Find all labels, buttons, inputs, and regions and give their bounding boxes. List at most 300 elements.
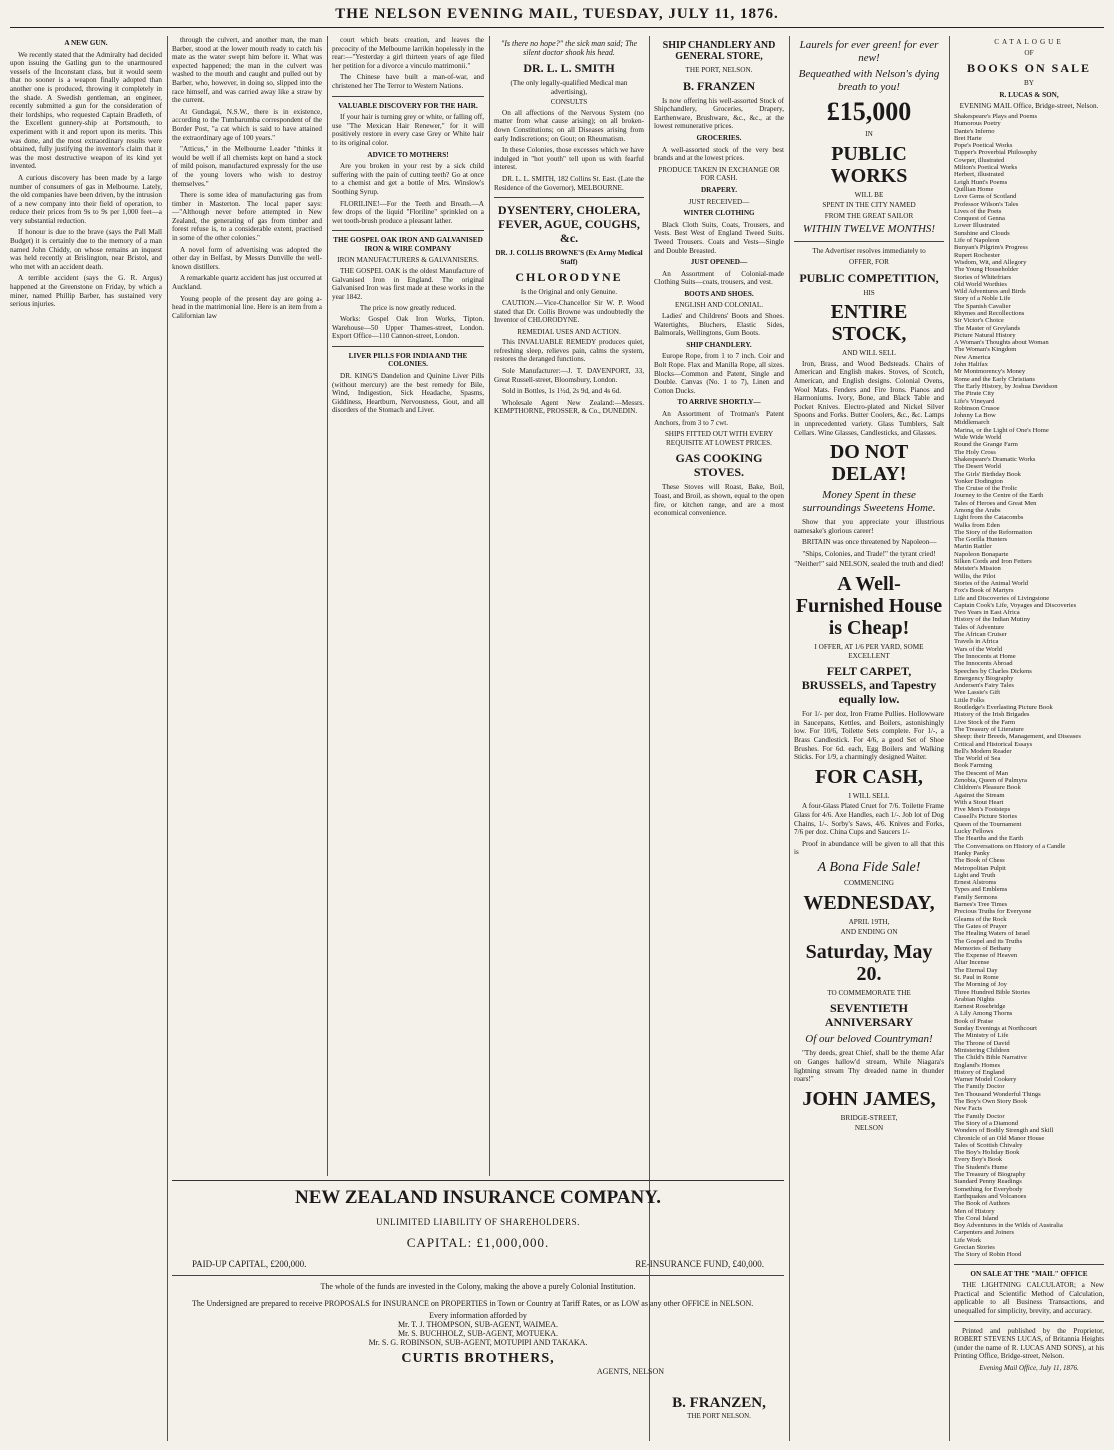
ad-text: I OFFER, AT 1/6 PER YARD, SOME EXCELLENT [814,643,924,660]
ad-heading: JOHN JAMES, [802,1087,936,1110]
book-title: Something for Everybody [954,1185,1023,1193]
ad-heading: FOR CASH, [815,765,923,788]
book-title: The Innocents Abroad [954,660,1013,668]
ad-text: BY [1024,79,1034,88]
book-title: Men of History [954,1207,995,1215]
divider [494,197,644,198]
ad-heading: CHLORODYNE [515,270,623,285]
divider [954,1321,1104,1322]
book-title: The Treasury of Biography [954,1171,1026,1179]
ad-text: NELSON [854,1124,884,1133]
divider [954,1264,1104,1265]
ad-text: Ladies' and Childrens' Boots and Shoes. Watertights, Bluchers, Elastic Sides, Balmorals, Wellingtons, Gum Boots. [654,312,784,338]
book-title: Against the Stream [954,791,1005,799]
divider [332,346,484,347]
ad-heading: GAS COOKING STOVES. [675,451,763,480]
book-title: Robinson Crusoe [954,404,1000,412]
ad-text: Sole Manufacturer:—J. T. DAVENPORT, 33, Great Russell-street, Bloomsbury, London. [494,367,644,384]
insurance-capital: CAPITAL: £1,000,000. [406,1235,550,1250]
book-title: Rupert Rochester [954,251,1000,259]
book-title: Lower Illustrated [954,222,1000,230]
article-paragraph: A remarkable quartz accident has just occurred at Auckland. [172,274,322,292]
book-title: The Boy's Holiday Book [954,1149,1020,1157]
column-rule [167,36,168,1441]
ad-heading: B. FRANZEN [682,78,755,93]
ad-text: BRITAIN was once threatened by Napoleon— [802,538,937,547]
book-title: The Hearths and the Earth [954,835,1024,843]
divider [794,241,944,242]
book-title: The African Cruiser [954,631,1007,639]
book-title: Light and Truth [954,871,996,879]
book-title: The Early History, by Joshua Davidson [954,382,1058,390]
ad-heading: DYSENTERY, CHOLERA, FEVER, AGUE, COUGHS, &c. [497,203,641,246]
book-title: Silken Cords and Iron Fetters [954,558,1032,566]
ad-heading: PUBLIC COMPETITION, [799,270,939,285]
ad-subheading: JUST RECEIVED— [688,197,750,206]
ad-text: Of our beloved Countryman! [805,1033,933,1046]
book-title: The Desert World [954,463,1001,471]
book-title: Wee Lassie's Gift [954,689,1001,697]
article-paragraph: At Gundagai, N.S.W., there is in existence, according to the Tumbarumba correspondent of the Border Post, "a cat which is said to have attained the extraordinary age of 100 years." [172,107,322,142]
column-5 [654,36,784,1176]
book-title: Tupper's Proverbial Philosophy [954,149,1038,157]
ad-subheading: Is the Original and only Genuine. [520,288,618,297]
ad-text: On all affections of the Nervous System (no matter from what cause arising); on all broken-down Constitutions; on all Diseases arising from early Indiscretions; on Gout; on Rheumatism. [494,108,644,143]
book-title: The Healing Waters of Israel [954,930,1030,938]
ad-text: If your hair is turning grey or white, or falling off, use "The Mexican Hair Renewer," for it will positively restore in every case Grey or White hair to its original color. [332,113,484,147]
book-title: Fox's Book of Martyrs [954,587,1014,595]
book-title: Boy Adventures in the Wilds of Australia [954,1222,1063,1230]
ad-heading: GROCERIES. [696,133,742,142]
book-title: Arabian Nights [954,995,995,1003]
column-7 [954,36,1104,1441]
book-title: With a Stout Heart [954,798,1004,806]
book-title: Leigh Hunt's Poems [954,178,1008,186]
book-title: Critical and Historical Essays [954,740,1033,748]
book-title: Humorous Poetry [954,120,1001,128]
article-title: A NEW GUN. [64,39,108,47]
ad-text: DR. KING'S Dandelion and Quinine Liver Pills (without mercury) are the best remedy for Bile, Wind, Indigestion, Sick Headache, Spasms, Giddiness, Heartburn, Nervousness, Gout, and all disorders of the Stomach and Liver. [332,372,484,415]
article-paragraph: A terrible accident (says the G. R. Argus) happened at the Greenstone on Friday, by which a miner, named Phillip Barber, has sustained very serious injuries. [10,274,162,309]
insurance-info: Every information afforded by [429,1311,527,1320]
book-title: The Book of Chess [954,857,1005,865]
poem-line: Bequeathed with Nelson's dying breath to you! [798,68,940,93]
book-title: Meister's Mission [954,565,1001,573]
ad-heading: A Bona Fide Sale! [817,859,921,875]
book-title: Family Sermons [954,893,998,901]
ad-heading: SEVENTIETH ANNIVERSARY [824,1001,914,1030]
book-title: The Cruise of the Frolic [954,485,1018,493]
ad-text: SPENT IN THE CITY NAMED [822,201,916,210]
ad-heading: ENTIRE STOCK, [830,301,908,346]
book-title: The Innocents at Home [954,652,1016,660]
book-title: The Gospel and its Truths [954,937,1023,945]
book-title: Professor Wilson's Tales [954,200,1019,208]
ad-heading: VALUABLE DISCOVERY FOR THE HAIR. [338,101,478,110]
ad-text: The price is now greatly reduced. [359,304,457,313]
column-rule [327,36,328,1176]
book-title: Every Boy's Book [954,1156,1003,1164]
reinsurance-fund: RE-INSURANCE FUND, £40,000. [635,1259,764,1269]
book-title: Andersen's Fairy Tales [954,682,1014,690]
book-title: The Throne of David [954,1039,1010,1047]
book-title: The Descent of Man [954,769,1009,777]
ad-text: Works: Gospel Oak Iron Works, Tipton. Warehouse—50 Upper Thames-street, London. Export Office—110 Cannon-street, London. [332,315,484,341]
book-title: The Ministry of Life [954,1032,1009,1040]
book-title: Marina, or the Light of One's Home [954,426,1049,434]
article-paragraph: A novel form of advertising was adopted the other day in Belfast, by Messrs Dunville the well-known distillers. [172,245,322,271]
ad-heading: DR. L. L. SMITH [523,61,615,75]
ad-heading: R. LUCAS & SON, [999,90,1059,99]
ad-subheading: ENGLISH AND COLONIAL. [674,301,764,310]
ad-text: Black Cloth Suits, Coats, Trousers, and Vests. Best West of England Tweed Suits. Tweed Trousers. Coats and Vests—Single and Double Breasted. [654,220,784,255]
ad-text: These Stoves will Roast, Bake, Boil, Toast, and Broil, as shown, equal to the open fire, or kitchen range, and are a most economical convenience. [654,483,784,518]
book-title: St. Paul in Rome [954,974,999,981]
ad-text: Proof in abundance will be given to all that this is [794,839,944,857]
book-title: Shakespeare's Plays and Poems [954,112,1038,120]
book-title: Herbert, illustrated [954,171,1004,179]
ad-text: Iron, Brass, and Wood Bedsteads. Chairs of American and English makes. Stoves, of Scotch, American, and English designs. Colonial Ovens, Wool Mats. Fenders and Fire Irons. Pianos and Harmoniums. Ivory, Bone, and Black Table and Pocket Knives. Electro-plated and Nickel Silver Spoons and Forks. Butter Coolers, &c., &c. Lamps in unprecedented variety. Glass Tumblers, Salt Cellars. Wine Glasses, Candlesticks, and Glasses. [794,359,944,437]
ad-text: HIS [863,288,875,297]
ad-heading: Saturday, May 20. [805,940,933,985]
ad-text: FLORILINE!—For the Teeth and Breath.—A few drops of the liquid "Floriline" sprinkled on a wet tooth-brush produce a pleasant lather. [332,199,484,225]
ad-text: COMMENCING [844,878,894,887]
article-paragraph: court which beats creation, and leaves the precocity of the Melbourne larrikin hopelessly in the rear:—"Yesterday a girl thirteen years of age filed her petition for a divorce a vinculo matrimonii." [332,36,484,70]
book-title: Rome and the Early Christians [954,375,1035,383]
book-title: Light from the Catacombs [954,514,1024,522]
book-title: Little Folks [954,696,985,704]
ad-text: "Neither!" said NELSON, sealed the truth and died! [794,560,944,569]
insurance-note: The whole of the funds are invested in the Colony, making the above a purely Colonial Institution. [320,1282,636,1291]
ad-heading: PUBLIC WORKS [830,142,908,187]
book-title: Wisdom, Wit, and Allegory [954,258,1027,266]
ad-text: AND ENDING ON [840,928,898,937]
book-title: Tales of Scottish Chivalry [954,1141,1023,1149]
article-paragraph: "Atticus," in the Melbourne Leader "thinks it would be well if all chemists kept on hand a stock of mild poison, manufactured expressly for the use of the young lovers who wish to destroy themselves." [172,145,322,188]
book-title: Warner Model Cookery [954,1076,1017,1084]
book-title: The Book of Authors [954,1200,1010,1208]
ad-text: APRIL 19TH, [848,917,890,926]
book-title: The Family Doctor [954,1083,1005,1091]
poem-line: Laurels for ever green! for ever new! [799,39,939,64]
ad-text: Sold in Bottles, 1s 1½d, 2s 9d, and 4s 6d. [502,387,622,396]
masthead: THE NELSON EVENING MAIL, TUESDAY, JULY 11, 1876. [10,6,1104,28]
book-title: Life Work [954,1236,981,1244]
book-title: Bret Harte [954,134,982,142]
book-title: Travels in Africa [954,638,999,646]
book-title: Yonker Dodington [954,477,1003,485]
divider [332,96,484,97]
book-title: Standard Penny Readings [954,1178,1022,1186]
ad-text: Is now offering his well-assorted Stock of Shipchandlery, Groceries, Drapery, Earthenware, Brushware, &c., &c., at the lowest remunerative prices. [654,96,784,131]
ad-text: OF [1024,48,1034,57]
book-title: Cowper, illustrated [954,156,1005,164]
book-title: The Holy Cross [954,448,996,456]
book-title: Pope's Poetical Works [954,142,1013,150]
ad-text: I WILL SELL [848,791,890,800]
ad-heading: THE GOSPEL OAK IRON AND GALVANISED IRON & WIRE COMPANY [333,236,483,253]
book-title: Earnest Rosebridge [954,1003,1006,1011]
sub-agent: Mr. S. BUCHHOLZ, SUB-AGENT, MOTUEKA. [397,1329,559,1338]
book-title: Mr Montmorency's Money [954,368,1026,376]
ad-text: Money Spent in these surroundings Sweetens Home. [802,489,936,515]
book-title: The Story of the Reformation [954,528,1033,536]
ad-heading: TO ARRIVE SHORTLY— [677,398,761,407]
book-title: Shakespeare's Dramatic Works [954,455,1036,463]
column-2 [172,36,322,1176]
book-title: Walks from Eden [954,521,1000,529]
column-6 [794,36,944,1441]
ad-heading: BOOTS AND SHOES. [684,289,754,298]
ad-subheading: CONSULTS [550,98,588,107]
ad-text: For 1/- per doz, Iron Frame Pullies. Hollowware in Saucepans, Kettles, and Boilers, astonishingly low. For 10/6, Toilette Sets complete. For 1/-, a Brass Candlestick. For 4/6, a good Set of Shoe Brushes. For 6d. each, Egg Boilers and Walking Sticks. For 1/9, a charmingly designed Waiter. [794,710,944,762]
franzen-address: THE PORT NELSON. [687,1412,751,1420]
book-title: Ministering Children [954,1046,1010,1054]
ad-heading: SHIP CHANDLERY. [686,340,752,349]
article-paragraph: Young people of the present day are going a-head in the matrimonial line. Here is an item from a Californian law [172,294,322,320]
book-title: Sir Victor's Choice [954,317,1004,325]
ad-heading: JUST OPENED— [690,258,748,267]
book-title: Earthquakes and Volcanoes [954,1192,1027,1200]
book-title: The Young Householder [954,266,1019,274]
book-title: Dante's Inferno [954,127,995,135]
ad-text: TO COMMEMORATE THE [827,988,911,997]
book-title: Life's Vineyard [954,397,995,405]
ad-text: A four-Glass Plated Cruet for 7/6. Toilette Frame Glass for 4/6. Axe Handles, each 1/-. Job lot of Dog Chains, 1/-. Sorby's Saws, 4/6. Knives and Forks, 7/6 per doz. China Cups and Saucers 1/- [794,802,944,837]
book-title: Two Years in East Africa [954,609,1020,617]
book-title: Life of Napoleon [954,237,1000,245]
book-title: Among the Arabs [954,507,1001,514]
ad-heading: LIVER PILLS FOR INDIA AND THE COLONIES. [348,351,468,369]
ad-heading: DR. J. COLLIS BROWNE'S (Ex Army Medical Staff) [495,249,643,266]
ad-text: Show that you appreciate your illustrious namesake's glorious career! [794,518,944,535]
book-title: Lives of the Poets [954,207,1002,215]
ad-subheading: THE PORT, NELSON. [685,66,753,74]
imprint-date: Evening Mail Office, July 11, 1876. [979,1363,1079,1372]
book-title: The Story of Robin Hood [954,1251,1022,1259]
franzen-footer [654,1395,784,1420]
ad-text: "Thy deeds, great Chief, shall be the theme Afar on Ganges hallow'd stream, While Niagara's lightning stream Thy dreaded name in thunder roars!" [794,1049,944,1084]
book-title: New America [954,353,991,361]
ad-text: CAUTION.—Vice-Chancellor Sir W. P. Wood stated that Dr. Collis Browne was undoubtedly the Inventor of CHLORODYNE. [494,298,644,325]
book-title: Hanky Panky [954,849,990,857]
article-paragraph: We recently stated that the Admiralty had decided upon issuing the Gatling gun to the unarmoured vessels of the Inconstant class, but it would seem that no sooner is a weapon finally adopted than another one is produced, throwing it completely in the shade. A Swedish gentleman, an engineer, recently submitted a gun for the consideration of their lordships, who requested Captain Bradleth, of the Excellent gunnery-ship at Portsmouth, to experiment with it and report upon its merits. This was done, and the most extraordinary results were obtained, fully justifying the inventor's claim that it was the most destructive weapon of its kind yet invented. [10,50,162,171]
sub-agent: Mr. S. G. ROBINSON, SUB-AGENT, MOTUPIPI AND TAKAKA. [368,1338,588,1347]
ad-text: CATALOGUE [994,38,1064,46]
book-title: Wonders of Bodily Strength and Skill [954,1127,1054,1135]
article-paragraph: The Chinese have built a man-of-war, and christened her The Terror to Western Nations. [332,73,484,90]
book-title: The Master of Greylands [954,324,1021,332]
article-paragraph: A curious discovery has been made by a large number of consumers of gas in Melbourne. Lately, the old companies have been driven, by the intrusion of a new company into their field of operation, to reduce their prices from 9s to 9s per 1,000 feet—a very substantial reduction. [10,173,162,225]
book-title: Johnny La Bow [954,412,996,420]
article-paragraph: If honour is due to the brave (says the Pall Mall Budget) it is certainly due to the memory of a man named John Chiddy, on whose remains an inquest was held recently at Brislington, near Bristol, and who met with an accident death. [10,228,162,271]
book-title: Willis, the Pilot [954,572,996,580]
book-title: Routledge's Everlasting Picture Book [954,704,1053,712]
article-paragraph: There is some idea of manufacturing gas from timber in Masterton. The local paper says:—"Although never before attempted in New Zealand, the generating of gas from timber and forest refuse is, to a considerable extent, practised in some of the other colonies." [172,191,322,243]
book-title: A Woman's Thoughts about Woman [954,339,1049,347]
column-1 [10,36,162,1441]
book-title: Tales of Adventure [954,623,1005,631]
book-title: The Story of a Diamond [954,1119,1019,1127]
ad-text: BRIDGE-STREET, [840,1113,898,1122]
franzen-name: B. FRANZEN, [672,1395,766,1411]
ad-text: The Advertiser resolves immediately to [812,247,926,256]
column-rule [949,36,950,1441]
ad-text: WILL BE [854,190,884,199]
book-title: Conquest of Genna [954,215,1005,223]
insurance-liability: UNLIMITED LIABILITY OF SHAREHOLDERS. [376,1217,580,1227]
book-title: Barnes's Tree Times [954,901,1008,909]
book-title: Gleams of the Rock [954,915,1007,923]
ad-subheading: REMEDIAL USES AND ACTION. [517,327,621,336]
ad-text: An Assortment of Trotman's Patent Anchors, from 3 to 7 cwt. [654,410,784,427]
book-title: Sunshine and Clouds [954,229,1010,237]
book-title: Captain Cook's Life, Voyages and Discoveries [954,601,1077,609]
amount: £15,000 [826,97,912,126]
book-title: The Family Doctor [954,1112,1005,1120]
book-title: A Lily Among Thorns [954,1010,1013,1018]
insurance-proposals: The Undersigned are prepared to receive PROPOSALS for INSURANCE on PROPERTIES in Town or Country at Tariff Rates, or as LOW as any other OFFICE in NELSON. [192,1299,754,1308]
book-title: Love Gems of Scotland [954,193,1017,201]
column-rule [789,36,790,1441]
ad-heading: WEDNESDAY, [803,891,935,914]
book-title: History of the Irish Brigades [954,711,1030,719]
book-title: Life and Discoveries of Livingstone [954,594,1050,602]
ad-text: Are you broken in your rest by a sick child suffering with the pain of cutting teeth? Go at once to a chemist and get a bottle of Mrs. Winslow's Soothing Syrup. [332,162,484,196]
book-title: Sunday Evenings at Northcourt [954,1025,1037,1033]
book-title: The Gorilla Hunters [954,536,1008,544]
insurance-funds-row [192,1259,764,1269]
article-paragraph: through the culvert, and another man, the man Barber, stood at the lower mouth ready to catch his mate as the water swept him before it. What was expected happened; the man in the culvert was washed to the mouth and caught and pulled out by Barber, who, however, in doing so, slipped into the race himself, and was carried away like a straw by the current. [172,36,322,105]
book-title: Book Farming [954,762,993,770]
sub-agent: Mr. T. J. THOMPSON, SUB-AGENT, WAIMEA. [398,1320,558,1329]
book-title: Martin Rattler [954,543,992,551]
book-title: Metropolitan Pulpit [954,864,1006,872]
book-title: John Halifax [954,361,988,369]
ad-subheading: (The only legally-qualified Medical man advertising), [510,79,628,96]
agent-name: CURTIS BROTHERS, [401,1351,555,1366]
ad-heading: ADVICE TO MOTHERS! [367,150,449,159]
book-title: Memories of Bethany [954,944,1012,952]
book-title: Picture Natural History [954,331,1016,339]
book-title: Emergency Biography [954,674,1014,682]
ad-text: OFFER, FOR [849,257,889,266]
ad-subheading: IRON MANUFACTURERS & GALVANISERS. [337,256,479,265]
ad-text: PRODUCE TAKEN IN EXCHANGE OR FOR CASH. [658,165,780,183]
book-title: The Spanish Cavalier [954,302,1011,310]
ad-heading: FELT CARPET, BRUSSELS, and Tapestry equally low. [801,664,937,707]
ad-text: A well-assorted stock of the very best brands and at the lowest prices. [654,145,784,163]
book-title: Round the Grange Farm [954,441,1018,449]
book-title: Queen of the Tournament [954,820,1022,828]
ad-text: An Assortment of Colonial-made Clothing Suits—coats, trousers, and vest. [654,269,784,287]
book-title: The World of Sea [954,755,1001,763]
book-title: Old World Worthies [954,280,1007,288]
ad-text: DR. L. L. SMITH, 182 Collins St. East. (Late the Residence of the Governor), MELBOURNE. [494,174,644,192]
book-title: Bell's Modern Reader [954,747,1012,755]
book-title: Speeches by Charles Dickens [954,667,1032,675]
ad-text: THE GOSPEL OAK is the oldest Manufacture of Galvanised Iron in England. The original Galvanised Iron was first made at these works in the year 1842. [332,267,484,301]
book-title: History of the Indian Mutiny [954,616,1031,624]
ad-heading: A Well-Furnished House is Cheap! [795,573,943,640]
ad-heading: DO NOT DELAY! [829,441,909,486]
book-title: Milton's Poetical Works [954,164,1018,172]
book-title: Quillian Home [954,185,994,193]
column-rule [489,36,490,1176]
insurance-title: NEW ZEALAND INSURANCE COMPANY. [295,1187,661,1208]
book-title: Rhymes and Recollections [954,309,1025,317]
ad-heading: BOOKS ON SALE [966,61,1092,76]
book-title: Middlemarch [954,419,990,427]
paid-up-capital: PAID-UP CAPITAL, £200,000. [192,1259,307,1269]
ad-text: "Ships, Colonies, and Trade!" the tyrant cried! [802,549,936,558]
book-title: Ernest Alstroms [954,879,997,887]
ad-text: FROM THE GREAT SAILOR [824,211,914,220]
book-title: Stories of the Animal World [954,579,1029,587]
book-title: Zenobia, Queen of Palmyra [954,776,1027,784]
ad-text: EVENING MAIL Office, Bridge-street, Nelson. [959,102,1099,111]
divider [332,230,484,231]
ad-text: SHIPS FITTED OUT WITH EVERY REQUISITE AT LOWEST PRICES. [664,430,774,447]
book-title: Bunyan's Pilgrim's Progress [954,244,1028,252]
book-title: Story of a Noble Life [954,295,1011,303]
book-title: Tales of Heroes and Great Men [954,499,1037,507]
ad-text: In these Colonies, those excesses which we have indulged in "hot youth" tell upon us with fearful interest. [494,146,644,172]
book-title: The Woman's Kingdom [954,346,1017,354]
book-title: The Morning of Joy [954,981,1007,989]
book-title: The Girls' Birthday Book [954,470,1021,478]
book-title: The Gates of Prayer [954,922,1007,930]
ad-text: IN [865,130,873,138]
book-title: Journey to the Centre of the Earth [954,492,1044,500]
book-title: England's Homes [954,1061,1001,1069]
book-list [954,113,1104,1259]
ad-text: AND WILL SELL [842,349,896,358]
book-title: Book of Praise [954,1017,994,1025]
book-title: New Facts [954,1105,983,1113]
book-title: The Conversations on History of a Candle [954,842,1066,850]
book-title: Wild Adventures and Birds [954,288,1026,296]
book-title: Wars of the World [954,645,1003,653]
book-title: The Expense of Heaven [954,952,1018,960]
book-title: Ten Thousand Wonderful Things [954,1090,1041,1098]
book-title: The Child's Bible Narrative [954,1054,1027,1062]
agent-location: AGENTS, NELSON [596,1367,664,1376]
ad-heading: WINTER CLOTHING [683,209,755,218]
book-title: Precious Truths for Everyone [954,908,1032,916]
book-title: Grecian Stories [954,1243,995,1251]
book-title: The Treasury of Literature [954,725,1024,733]
book-title: Chronicle of an Old Manor House [954,1134,1045,1142]
ad-text: WITHIN TWELVE MONTHS! [802,223,936,236]
book-title: The Coral Island [954,1214,999,1222]
book-title: Lucky Fellows [954,828,994,836]
book-title: Five Men's Footsteps [954,806,1011,814]
book-title: The Pirate City [954,390,995,398]
ad-text: Wholesale Agent New Zealand:—Messrs. KEMPTHORNE, PROSSER, & Co., DUNEDIN. [494,398,644,416]
book-title: Sheep: their Breeds, Management, and Diseases [954,733,1081,741]
ad-text: THE LIGHTNING CALCULATOR; a New Practical and Scientific Method of Calculation, applicable to all Business Transactions, and unequalled for simplicity, brevity, and accuracy. [954,1281,1104,1315]
book-title: The Eternal Day [954,966,998,974]
ad-heading: ON SALE AT THE "MAIL" OFFICE [970,1269,1088,1278]
book-title: Three Hundred Bible Stories [954,988,1030,996]
book-title: Stories of Whitefriars [954,273,1012,281]
book-title: The Student's Hume [954,1163,1008,1171]
quote: "Is there no hope?" the sick man said; The silent doctor shook his head. [500,39,638,57]
book-title: Children's Pleasure Book [954,784,1021,792]
ad-text: Europe Rope, from 1 to 7 inch. Coir and Bolt Rope. Flax and Manilla Rope, all sizes. Blocks—Common and Patent, Single and Double. Canvas (No. 1 to 7), Linen and Cotton Ducks. [654,352,784,395]
book-title: Wide Wide World [954,434,1002,442]
